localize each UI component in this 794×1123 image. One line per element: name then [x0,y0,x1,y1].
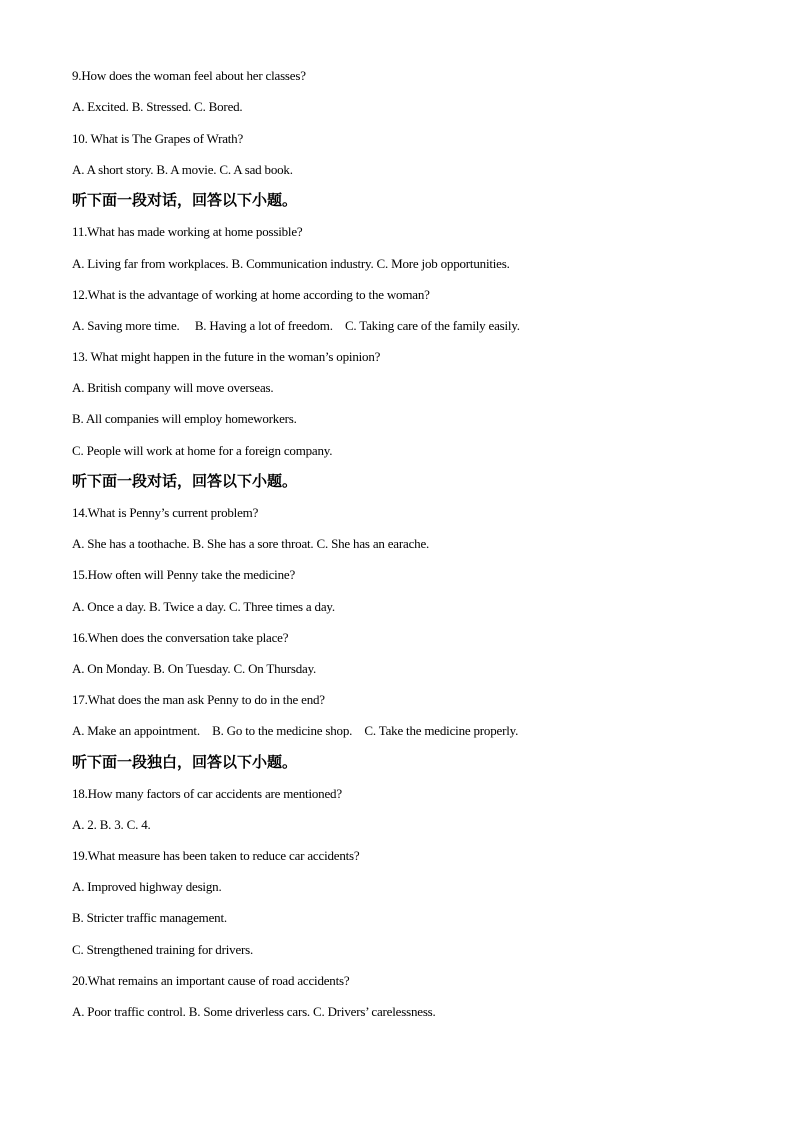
question-14: 14.What is Penny’s current problem? [72,505,259,520]
options-17: A. Make an appointment. B. Go to the medicine shop. C. Take the medicine properly. [72,723,519,738]
option-13-a: A. British company will move overseas. [72,380,274,395]
section-heading-dialogue-2: 听下面一段对话，回答以下小题。 [72,472,298,490]
question-15: 15.How often will Penny take the medicine? [72,567,296,582]
question-11: 11.What has made working at home possible? [72,224,303,239]
options-11: A. Living far from workplaces. B. Communication industry. C. More job opportunities. [72,256,510,271]
options-10: A. A short story. B. A movie. C. A sad book. [72,162,293,177]
question-16: 16.When does the conversation take place? [72,630,289,645]
options-14: A. She has a toothache. B. She has a sore throat. C. She has an earache. [72,536,430,551]
question-19: 19.What measure has been taken to reduce car accidents? [72,848,360,863]
option-19-c: C. Strengthened training for drivers. [72,942,254,957]
options-15: A. Once a day. B. Twice a day. C. Three times a day. [72,599,335,614]
option-13-b: B. All companies will employ homeworkers. [72,411,297,426]
question-17: 17.What does the man ask Penny to do in the end? [72,692,325,707]
question-12: 12.What is the advantage of working at home according to the woman? [72,287,430,302]
option-19-a: A. Improved highway design. [72,879,222,894]
option-13-c: C. People will work at home for a foreign company. [72,443,333,458]
options-20: A. Poor traffic control. B. Some driverless cars. C. Drivers’ carelessness. [72,1004,436,1019]
options-16: A. On Monday. B. On Tuesday. C. On Thursday. [72,661,317,676]
section-heading-dialogue-1: 听下面一段对话，回答以下小题。 [72,191,298,209]
section-heading-monologue: 听下面一段独白，回答以下小题。 [72,753,298,771]
question-9: 9.How does the woman feel about her classes? [72,68,306,83]
question-20: 20.What remains an important cause of road accidents? [72,973,350,988]
options-9: A. Excited. B. Stressed. C. Bored. [72,99,243,114]
option-19-b: B. Stricter traffic management. [72,910,227,925]
options-12: A. Saving more time. B. Having a lot of freedom. C. Taking care of the family easily. [72,318,520,333]
options-18: A. 2. B. 3. C. 4. [72,817,151,832]
question-18: 18.How many factors of car accidents are mentioned? [72,786,342,801]
question-10: 10. What is The Grapes of Wrath? [72,131,244,146]
question-13: 13. What might happen in the future in the woman’s opinion? [72,349,381,364]
